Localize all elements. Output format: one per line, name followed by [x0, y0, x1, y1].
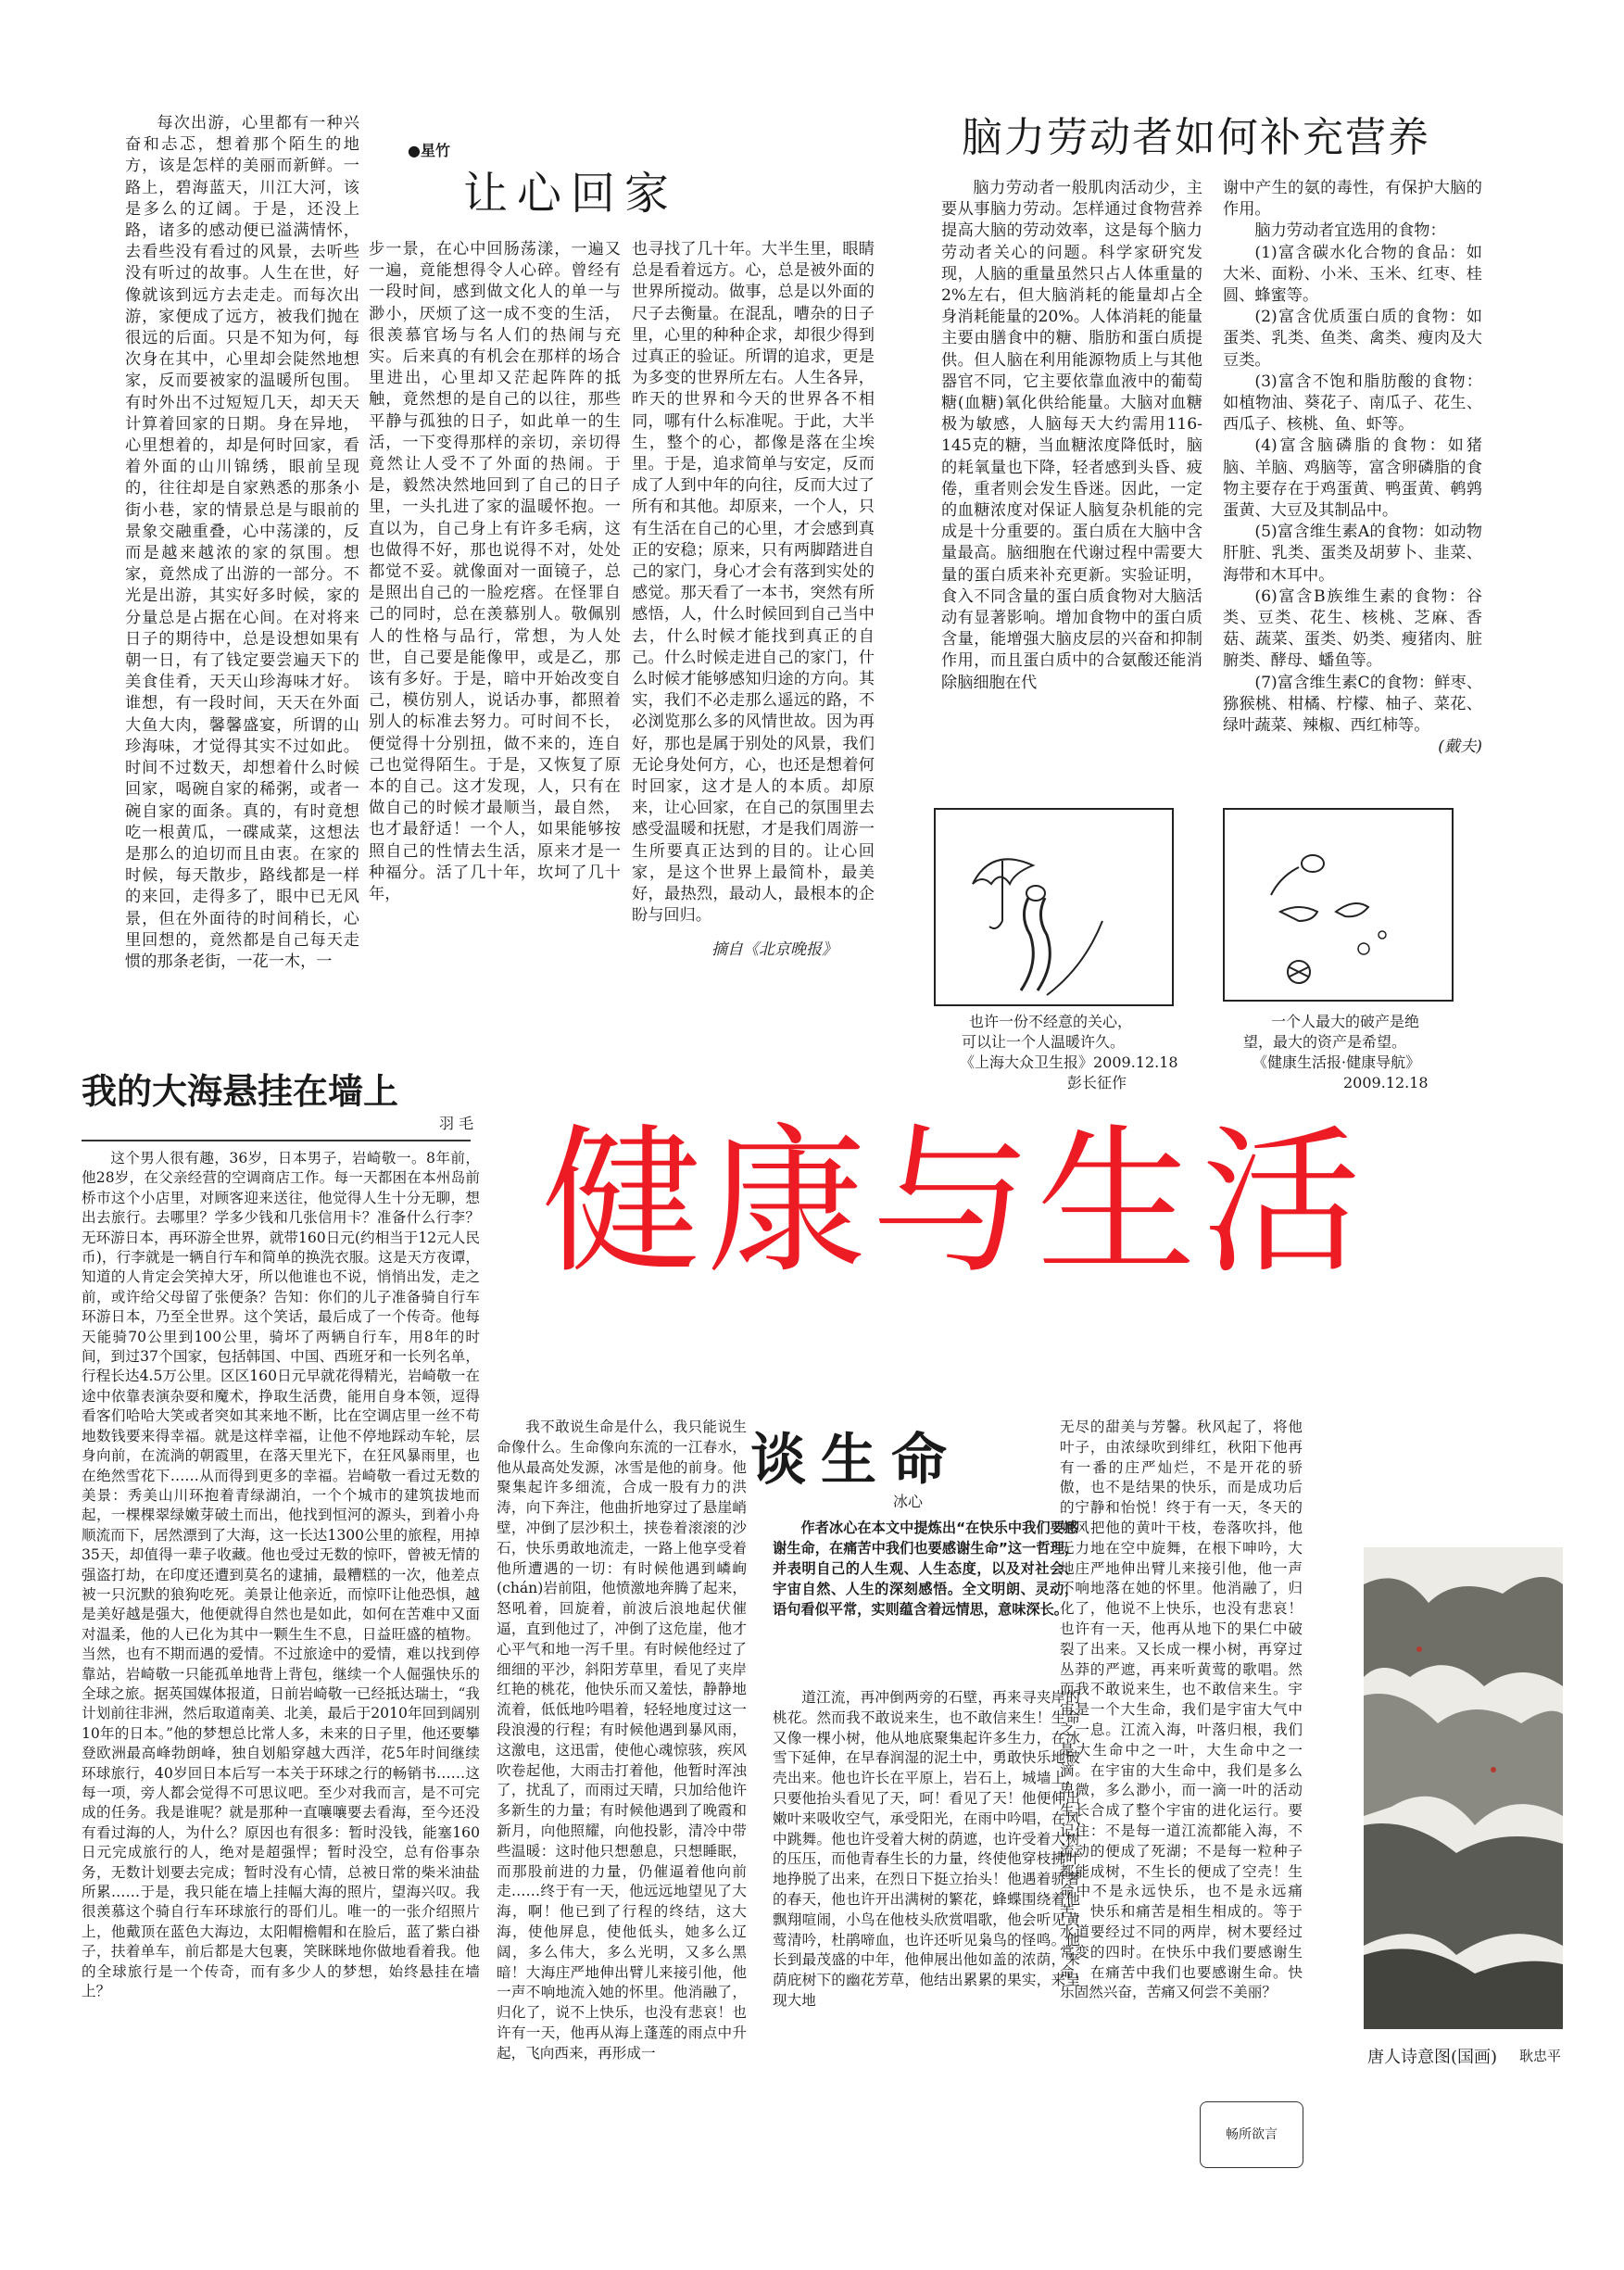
landscape-painting	[1364, 1547, 1563, 2029]
article1-title: 让心回家	[463, 168, 679, 220]
article4-title: 谈生命	[750, 1428, 962, 1493]
article4-col2: 道江流，再冲倒两旁的石壁，再来寻夹岸的桃花。然而我不敢说来生，也不敢信来生！生命又像一棵小树，他从地底聚集起许多生力，在冰雪下延伸，在早春润湿的泥土中，勇敢快乐地破壳出来。他也许长在平原上，岩石上，城墙上，只要他抬头看见了天，呵！看见了天！他便伸出嫩叶来吸收空气，承受阳光，在雨中吟唱，在风中跳舞。他也许受着大树的荫遮，也许受着大树的压压，而他青春生长的力量，终使他穿枝拂叶地挣脱了出来，在烈日下挺立抬头！他遇着骄奢的春天，他也许开出满树的繁花，蜂蝶围绕着他飘翔喧闹，小鸟在他枝头欣赏唱歌，他会听见黄莺清吟，杜鹃啼血，也许还听见枭鸟的怪鸣。他长到最茂盛的中年，他伸展出他如盖的浓荫，来荫庇树下的幽花芳草，他结出累累的果实，来呈现大地	[773, 1689, 1080, 2009]
article1-byline: ●星竹	[408, 142, 450, 159]
article3-body: 这个男人很有趣，36岁，日本男子，岩崎敬一。8年前，他28岁，在父亲经营的空调商店工作。每一天都困在本州岛前桥市这个小店里，对顾客迎来送往，他觉得人生十分无聊，想出去旅行。去哪里？学多少钱和几张信用卡？准备什么行李？无环游日本，再环游全世界，就带160日元(约相当于12元人民币)，行李就是一辆自行车和简单的换洗衣服。这是天方夜谭，知道的人肯定会笑掉大牙，所以他谁也不说，悄悄出发，走之前，或许给父母留了张便条？告知：你们的儿子准备骑自行车环游日本，乃至全世界。这个笑话，最后成了一个传奇。他每天能骑70公里到100公里，骑坏了两辆自行车，用8年的时间，到过37个国家，包括韩国、中国、西班牙和一长列名单，行程长达4.5万公里。区区160日元早就花得精光，岩崎敬一在途中依靠表演杂耍和魔术，挣取生活费，能用自身本领，逗得看客们哈哈大笑或者突如其来地不断，比在空调店里一丝不苟地数钱要来得幸福。就是这样幸福，让他不停地踩动车轮，层身向前，在流淌的朝霞里，在落天里光下，在狂风暴雨里，也在绝然雪花下……从而得到更多的幸福。岩崎敬一看过无数的美景：秀美山川环抱着青绿湖泊，一个个城市的建筑拔地而起，一棵棵翠绿嫩芽破土而出，他找到恒河的源头，到着小舟顺流而下，居然漂到了大海，这一长达1300公里的旅程，用掉35天，却值得一辈子收藏。他也受过无数的惊吓，曾被无情的强盗打劫，在印度还遭到莫名的逮捕，最糟糕的一次，他差点被一只沉默的狼狗吃死。美景让他亲近，而惊吓让他恐惧，越是美好越是强大，他便就得自然也是如此，如何在苦难中又面对温柔，他的人已化为其中一颗生生不息，日益旺盛的植物。当然，也有不期而遇的爱情。不过旅途中的爱情，难以找到停靠站，岩崎敬一只能孤单地背上背包，继续一个人倔强快乐的全球之旅。据英国媒体报道，日前岩崎敬一已经抵达瑞士，“我计划前往非洲，然后取道南美、北美，最后于2010年回到阔别10年的日本。”他的梦想总比常人多，未来的日子里，他还要攀登欧洲最高峰勃朗峰，独自划船穿越大西洋，花5年时间继续环球旅行，40岁回日本后写一本关于环球之行的畅销书……这每一项，旁人都会觉得不可思议吧。至少对我而言，是不可完成的任务。我是谁呢？就是那种一直嚷嚷要去看海，至今还没有看过海的人，为什么？原因也有很多：暂时没钱，能塞160日元完成旅行的人，绝对是超强悍；暂时没空，总有俗事杂务，无数计划要去完成；暂时没有心情，总被日常的柴米油盐所累……于是，我只能在墙上挂幅大海的照片，望海兴叹。我很羡慕这个骑自行车环球旅行的哥们儿。唯一的一张介绍照片上，他戴顶在蓝色大海边，太阳帽檐帽和在脸后，蓝了紫白褂子，扶着单车，前后都是大包裹，笑眯眯地你做地看着我。他的全球旅行是一个传奇，而有多少人的梦想，始终悬挂在墙上？	[82, 1150, 480, 2000]
article4-author: 冰心	[893, 1493, 924, 1510]
article1-col2: 步一景，在心中回肠荡漾，一遍又一遍，竟能想得令人心碎。曾经有一段时间，感到做文化人的单一与渺小，厌烦了这一成不变的生活，很羡慕官场与名人们的热闹与充实。后来真的有机会在那样的场合里进出，心里却又茫起阵阵的抵触，竟然想的是自己的以往，那些平静与孤独的日子，如此单一的生活，一下变得那样的亲切，亲切得竟然让人受不了外面的热闹。于是，毅然决然地回到了自己的日子里，一头扎进了家的温暖怀抱。一直以为，自己身上有许多毛病，这也做得不好，那也说得不对，处处都觉不妥。就像面对一面镜子，总是照出自己的一脸疙瘩。在怪罪自己的同时，总在羡慕别人。敬佩别人的性格与品行，常想，为人处世，自己要是能像甲，或是乙，那该有多好。于是，暗中开始改变自己，模仿别人，说话办事，都照着别人的标准去努力。可时间不长，便觉得十分别扭，做不来的，连自己也觉得陌生。于是，又恢复了原本的自己。这才发现，人，只有在做自己的时候才最顺当，最自然，也才最舒适！一个人，如果能够按照自己的性情去生活，原来才是一种福分。活了几十年，坎坷了几十年，	[369, 240, 621, 904]
falling-figure-illustration	[1225, 810, 1452, 1000]
divider-line	[82, 1140, 471, 1141]
cartoon-right-caption-2: 望，最大的资产是希望。	[1243, 1033, 1407, 1051]
cartoon-right-caption-1: 一个人最大的破产是绝	[1271, 1013, 1420, 1030]
cartoon-left-artist: 彭长征作	[1067, 1074, 1127, 1091]
article2-item: (5)富含维生素A的食物：如动物肝脏、乳类、蛋类及胡萝卜、韭菜、海带和木耳中。	[1223, 523, 1482, 585]
article2-col2	[1223, 178, 1482, 771]
article2-item: (7)富含维生素C的食物：鲜枣、猕猴桃、柑橘、柠檬、柚子、菜花、绿叶蔬菜、辣椒、西红柿等。	[1223, 673, 1482, 736]
article2-item: (3)富含不饱和脂肪酸的食物：如植物油、葵花子、南瓜子、花生、西瓜子、核桃、鱼、虾等。	[1223, 372, 1482, 435]
article2-col1: 脑力劳动者一般肌肉活动少，主要从事脑力劳动。怎样通过食物营养提高大脑的劳动效率，这是每个脑力劳动者关心的问题。科学家研究发现，人脑的重量虽然只占人体重量的2%左右，但大脑消耗的能量却占全身消耗能量的20%。人体消耗的能量主要由膳食中的糖、脂肪和蛋白质提供。但人脑在利用能源物质上与其他器官不同，它主要依靠血液中的葡萄糖(血糖)氧化供给能量。大脑对血糖极为敏感，人脑每天大约需用116-145克的糖，当血糖浓度降低时，脑的耗氧量也下降，轻者感到头昏、疲倦，重者则会发生昏迷。因此，一定的血糖浓度对保证人脑复杂机能的完成是十分重要的。蛋白质在大脑中含量最高。脑细胞在代谢过程中需要大量的蛋白质来补充更新。实验证明，食入不同含量的蛋白质食物对大脑活动有显著影响。增加食物中的蛋白质含量，能增强大脑皮层的兴奋和抑制作用，而且蛋白质中的合氨酸还能消除脑细胞在代	[941, 179, 1202, 692]
article1-col1: 每次出游，心里都有一种兴奋和忐忑，想着那个陌生的地方，该是怎样的美丽而新鲜。一路上，碧海蓝天，川江大河，该是多么的辽阔。于是，还没上路，诸多的感动便已溢满情怀，去看些没有看过的风景，去听些没有听过的故事。人生在世，好像就该到远方去走走。而每次出游，家便成了远方，被我们抛在很远的后面。只是不知为何，每次身在其中，心里却会陡然地想家，反而要被家的温暖所包围。有时外出不过短短几天，却天天计算着回家的日期。身在异地，心里想着的，却是何时回家，看着外面的山川锦绣，眼前呈现的，往往却是自家熟悉的那条小街小巷，家的情景总是与眼前的景象交融重叠，心中荡漾的，反而是越来越浓的家的氛围。想家，竟然成了出游的一部分。不光是出游，其实好多时候，家的分量总是占据在心间。在对将来日子的期待中，总是设想如果有朝一日，有了钱定要尝遍天下的美食佳肴，天天山珍海味才好。谁想，有一段时间，天天在外面大鱼大肉，馨馨盛宴，所谓的山珍海味，才觉得其实不过如此。时间不过数天，却想着什么时候回家，喝碗自家的稀粥，或者一碗自家的面条。真的，有时竟想吃一根黄瓜，一碟咸菜，这想法是那么的迫切而且由衷。在家的时候，每天散步，路线都是一样的来回，走得多了，眼中已无风景，但在外面待的时间稍长，心里回想的，竟然都是自己每天走惯的那条老街，一花一木，一	[125, 114, 359, 971]
cartoon-right	[1223, 808, 1454, 1002]
article2-item: (1)富含碳水化合物的食品：如大米、面粉、小米、玉米、红枣、桂圆、蜂蜜等。	[1223, 243, 1482, 306]
article4-col3: 无尽的甜美与芳馨。秋风起了，将他叶子，由浓绿吹到绯红，秋阳下他再有一番的庄严灿烂，不是开花的骄傲，也不是结果的快乐，而是成功后的宁静和怡悦！终于有一天，冬天的朔风把他的黄叶干枝，卷落吹抖，他无力地在空中旋舞，在根下呻吟，大地庄严地伸出臂儿来接引他，他一声不响地落在她的怀里。他消融了，归化了，他说不上快乐，也没有悲哀！也许有一天，他再从地下的果仁中破裂了出来。又长成一棵小树，再穿过丛莽的严遮，再来听黄莺的歌唱。然而我不敢说来生，也不敢信来生。宇宙是一个大生命，我们是宇宙大气中之一息。江流入海，叶落归根，我们是大生命中之一叶，大生命中之一滴。在宇宙的大生命中，我们是多么卑微，多么渺小，而一滴一叶的活动生长合成了整个宇宙的进化运行。要记住：不是每一道江流都能入海，不流动的便成了死湖；不是每一粒种子都能成树，不生长的便成了空壳！生命中不是永远快乐，也不是永远痛苦，快乐和痛苦是相生相成的。等于水道要经过不同的两岸，树木要经过常变的四时。在快乐中我们要感谢生命，在痛苦中我们也要感谢生命。快乐固然兴奋，苦痛又何尝不美丽？	[1060, 1419, 1303, 2001]
article4-col1: 我不敢说生命是什么，我只能说生命像什么。生命像向东流的一江春水，他从最高处发源，冰雪是他的前身。他聚集起许多细流，合成一股有力的洪涛，向下奔注，他曲折地穿过了悬崖峭壁，冲倒了层沙积土，挟卷着滚滚的沙石，快乐勇敢地流走，一路上他享受着他所遭遇的一切：有时候他遇到嶙峋(chán)岩前阻，他愤激地奔腾了起来，怒吼着，回旋着，前波后浪地起伏催逼，直到他过了，冲倒了这危崖，他才心平气和地一泻千里。有时候他经过了细细的平沙，斜阳芳草里，看见了夹岸红艳的桃花，他快乐而又羞怯，静静地流着，低低地吟唱着，轻轻地度过这一段浪漫的行程；有时候他遇到暴风雨，这激电，这迅雷，使他心魂惊骇，疾风吹卷起他，大雨击打着他，他暂时浑浊了，扰乱了，而雨过天晴，只加给他许多新生的力量；有时候他遇到了晚霞和新月，向他照耀，向他投影，清冷中带些温暖：这时他只想憩息，只想睡眠，而那股前进的力量，仍催逼着他向前走……终于有一天，他远远地望见了大海，啊！他已到了行程的终结，这大海，使他屏息，使他低头，她多么辽阔，多么伟大，多么光明，又多么黑暗！大海庄严地伸出臂儿来接引他，他一声不响地流入她的怀里。他消融了，归化了，说不上快乐，也没有悲哀！也许有一天，他再从海上蓬莲的雨点中升起，飞向西来，再形成一	[497, 1419, 747, 2062]
article2-item: (2)富含优质蛋白质的食物：如蛋类、乳类、鱼类、禽类、瘦肉及大豆类。	[1223, 308, 1482, 370]
cartoon-right-source: 《健康生活报·健康导航》	[1253, 1053, 1421, 1071]
stamp-decoration	[1200, 2101, 1303, 2168]
cartoon-left	[934, 808, 1174, 1006]
stamp-text: 畅所欲言	[1226, 2127, 1278, 2142]
painting-caption: 唐人诗意图(国画)	[1367, 2048, 1498, 2067]
article2-author: (戴夫)	[1438, 738, 1482, 757]
article2-lead: 脑力劳动者宜选用的食物：	[1254, 221, 1446, 241]
article1-source: 摘自《北京晚报》	[711, 940, 837, 959]
article2-item: (4)富含脑磷脂的食物：如猪脑、羊脑、鸡脑等，富含卵磷脂的食物主要存在于鸡蛋黄、鸭蛋黄、鹌鹑蛋黄、大豆及其制品中。	[1223, 436, 1482, 521]
cartoon-left-caption-1: 也许一份不经意的关心，	[969, 1013, 1133, 1030]
article2-item: (6)富含B族维生素的食物：谷类、豆类、花生、核桃、芝麻、香菇、蔬菜、蛋类、奶类、瘦猪肉、脏腑类、酵母、蟠鱼等。	[1223, 586, 1482, 671]
cartoon-left-caption-2: 可以让一个人温暖许久。	[962, 1033, 1126, 1051]
painting-artist: 耿忠平	[1519, 2048, 1562, 2064]
article1-col3: 也寻找了几十年。大半生里，眼睛总是看着远方。心，总是被外面的世界所搅动。做事，总是以外面的尺子去衡量。在混乱，嘈杂的日子里，心里的种种企求，却很少得到过真正的验证。所谓的追求，更是为多变的世界所左右。人生各异，昨天的世界和今天的世界各不相同，哪有什么标准呢。于此，大半生，整个的心，都像是落在尘埃里。于是，追求简单与安定，反而成了人到中年的向往，反而大过了所有和其他。却原来，一个人，只有生活在自己的心里，才会感到真正的安稳；原来，只有两脚踏进自己的家门，身心才会有落到实处的感觉。那天看了一本书，突然有所感悟，人，什么时候回到自己当中去，什么时候才能找到真正的自己。什么时候走进自己的家门，什么时候才能够感知归途的方向。其实，我们不必走那么遥远的路，不必浏览那么多的风情世故。因为再好，那也是属于别处的风景，我们无论身处何方，心，也还是想着何时回家，这才是人的本质。却原来，让心回家，在自己的氛围里去感受温暖和抚慰，才是我们周游一生所要真正达到的目的。让心回家，是这个世界上最简朴，最美好，最热烈，最动人，最根本的企盼与回归。	[632, 240, 875, 925]
article2-intro: 谢中产生的氨的毒性，有保护大脑的作用。	[1223, 179, 1482, 220]
umbrella-figure-illustration	[936, 810, 1172, 1004]
cartoon-left-source: 《上海大众卫生报》2009.12.18	[960, 1053, 1178, 1071]
cartoon-right-date: 2009.12.18	[1343, 1074, 1429, 1091]
article3-author: 羽 毛	[439, 1115, 474, 1132]
article2-title: 脑力劳动者如何补充营养	[962, 114, 1430, 161]
article4-intro: 作者冰心在本文中提炼出“在快乐中我们要感谢生命，在痛苦中我们也要感谢生命”这一哲理，并表明自己的人生观、人生态度，以及对社会、宇宙自然、人生的深刻感悟。全文明朗、灵动，语句看似平常，实则蕴含着远情思，意味深长。	[773, 1520, 1078, 1618]
article3-title: 我的大海悬挂在墙上	[82, 1070, 399, 1112]
section-masthead: 健康与生活	[542, 1109, 1366, 1295]
mountain-landscape-image	[1364, 1547, 1563, 2029]
